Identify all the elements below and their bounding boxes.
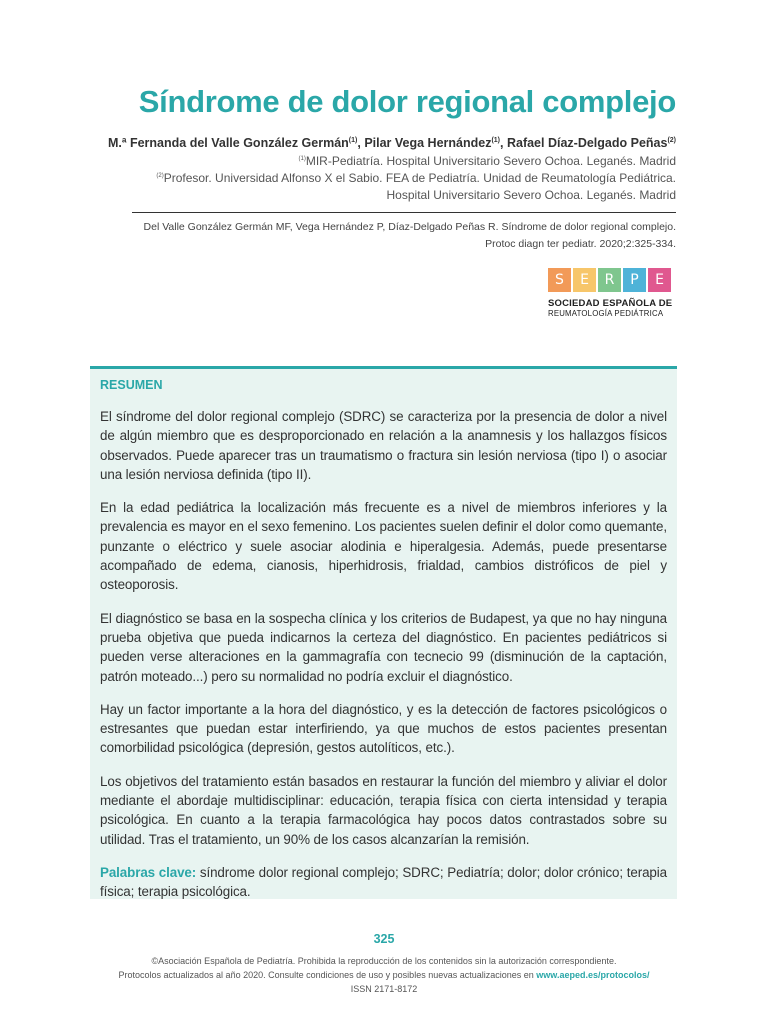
citation-line: Protoc diagn ter pediatr. 2020;2:325-334. — [485, 238, 676, 250]
author-affiliation-mark: (1) — [348, 136, 358, 144]
abstract-paragraph: El diagnóstico se basa en la sospecha clínica y los criterios de Budapest, ya que no hay ninguna prueba objetiva que pueda indicarnos la certeza del diagnóstico. En pacientes pediátricos si pueden verse alteraciones en la gammagrafía con tecnecio 99 (disminución de la captación, patrón moteado...) pero su normalidad no podría excluir el diagnóstico. — [100, 610, 667, 684]
logo-letter: P — [623, 268, 646, 292]
page-title: Síndrome de dolor regional complejo — [138, 84, 676, 119]
abstract-heading: RESUMEN — [100, 378, 163, 392]
affiliation-text: Hospital Universitario Severo Ochoa. Leganés. Madrid — [386, 188, 676, 202]
keywords-text: síndrome dolor regional complejo; SDRC; Pediatría; dolor; dolor crónico; terapia física; terapia psicológica. — [100, 864, 667, 900]
author-list — [108, 136, 676, 150]
logo-text-line1: SOCIEDAD ESPAÑOLA DE — [548, 298, 673, 309]
copyright-line: ©Asociación Española de Pediatría. Prohibida la reproducción de los contenidos sin la autorización correspondiente. — [151, 956, 617, 966]
page-number: 325 — [373, 932, 395, 946]
keywords — [100, 863, 667, 902]
abstract-paragraph: En la edad pediátrica la localización más frecuente es a nivel de miembros inferiores y la prevalencia es mayor en el sexo femenino. Los pacientes suelen definir el dolor como quemante, punzante o eléctrico y suele asociar alodinia e hiperalgesia. Además, puede presentarse acompañado de edema, cianosis, hiperhidrosis, frialdad, cambios distróficos de piel y osteoporosis. — [100, 500, 667, 593]
abstract-box — [90, 366, 677, 899]
update-line — [0, 970, 768, 980]
header-divider — [132, 212, 676, 213]
affiliation-text: Profesor. Universidad Alfonso X el Sabio. FEA de Pediatría. Unidad de Reumatología Pediátrica. — [163, 171, 676, 185]
affiliation-text: MIR-Pediatría. Hospital Universitario Severo Ochoa. Leganés. Madrid — [305, 154, 676, 168]
author-name: Rafael Díaz-Delgado Peñas — [506, 136, 668, 150]
affiliation-line — [298, 154, 676, 168]
update-text: Protocolos actualizados al año 2020. Consulte condiciones de uso y posibles nuevas actualizaciones en — [118, 970, 537, 980]
author-separator: , — [357, 136, 365, 150]
logo-letter-boxes — [548, 268, 678, 292]
author-affiliation-mark: (2) — [667, 136, 676, 144]
abstract-paragraph: Hay un factor importante a la hora del diagnóstico, y es la detección de factores psicológicos o estresantes que puedan estar interfiriendo, ya que muchos de estos pacientes presentan comorbilidad psicológica (depresión, gestos autolíticos, etc.). — [100, 701, 667, 756]
abstract-paragraph: Los objetivos del tratamiento están basados en restaurar la función del miembro y aliviar el dolor mediante el abordaje multidisciplinar: educación, terapia física con cierta intensidad y terapia psicológica. En cuanto a la terapia farmacológica hay pocos datos contrastados sobre su utilidad. Tras el tratamiento, un 90% de los casos alcanzarían la remisión. — [100, 773, 667, 847]
citation-line: Del Valle González Germán MF, Vega Hernández P, Díaz-Delgado Peñas R. Síndrome de dolor regional complejo. — [143, 221, 676, 233]
logo-letter: R — [598, 268, 621, 292]
author-separator: , — [500, 136, 507, 150]
affiliation-mark: (1) — [298, 156, 306, 162]
logo-letter: E — [648, 268, 671, 292]
affiliation-mark: (2) — [156, 173, 164, 179]
affiliation-line — [387, 188, 676, 202]
author-name: M.ª Fernanda del Valle González Germán — [107, 136, 349, 150]
keywords-label: Palabras clave: — [100, 864, 197, 880]
abstract-paragraph: El síndrome del dolor regional complejo (SDRC) se caracteriza por la presencia de dolor a nivel de algún miembro que es desproporcionado en relación a la anamnesis y los hallazgos físicos observados. Puede aparecer tras un traumatismo o fractura sin lesión nerviosa (tipo I) o asociar una lesión nerviosa definida (tipo II). — [100, 409, 667, 482]
logo-text-line2: REUMATOLOGÍA PEDIÁTRICA — [548, 309, 664, 318]
issn-line: ISSN 2171-8172 — [350, 984, 418, 994]
serpe-logo — [548, 268, 678, 324]
logo-letter: S — [548, 268, 571, 292]
protocols-link[interactable]: www.aeped.es/protocolos/ — [536, 970, 650, 980]
logo-letter: E — [573, 268, 596, 292]
author-affiliation-mark: (1) — [491, 136, 501, 144]
affiliation-line — [156, 171, 676, 185]
author-name: Pilar Vega Hernández — [364, 136, 492, 150]
